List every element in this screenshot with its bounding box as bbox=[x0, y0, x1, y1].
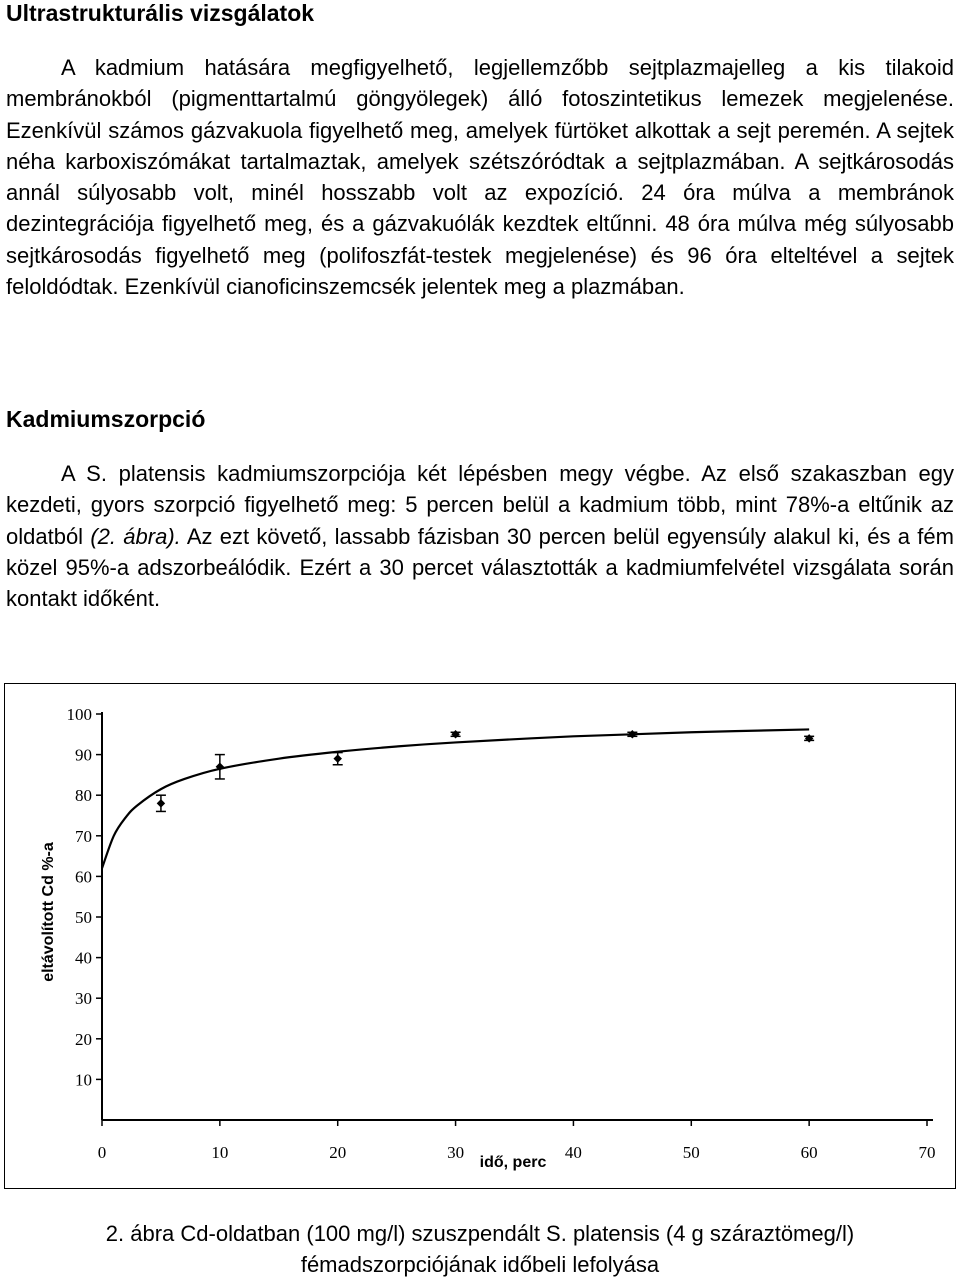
point-marker bbox=[157, 799, 165, 807]
paragraph-ultrastructure: A kadmium hatására megfigyelhető, legjellemzőbb sejtplazmajelleg a kis tilakoid membránokból (pigmenttartalmú göngyölegek) álló fotoszintetikus lemezek megjelenése. Ezenkívül számos gázvakuola figyelhető meg, amelyek fürtöket alkottak a sejt peremén. A sejtek néha karboxiszómákat tartalmaztak, amelyek szétszóródtak a sejtplazmában. A sejtkárosodás annál súlyosabb volt, minél hosszabb volt az expozíció. 24 óra múlva a membránok dezintegrációja figyelhető meg, és a gázvakuólák kezdtek eltűnni. 48 óra múlva még súlyosabb sejtkárosodás figyelhető meg (polifoszfát-testek megjelenése) és 96 óra elteltével a sejtek feloldódtak. Ezenkívül cianoficinszemcsék jelentek meg a plazmában. bbox=[6, 55, 954, 300]
y-tick-label: 60 bbox=[75, 867, 92, 887]
y-tick-label: 10 bbox=[75, 1070, 92, 1090]
x-tick-label: 40 bbox=[564, 1143, 582, 1162]
y-tick-label: 100 bbox=[66, 705, 92, 724]
x-tick-label: 70 bbox=[918, 1143, 936, 1162]
figure-caption bbox=[0, 1218, 960, 1280]
data-point bbox=[804, 734, 814, 742]
paragraph-cadmium-sorption bbox=[6, 458, 954, 614]
y-tick-label: 80 bbox=[75, 786, 92, 806]
point-marker bbox=[451, 730, 459, 738]
y-tick-label: 40 bbox=[75, 948, 92, 968]
chart-axes bbox=[102, 712, 933, 1120]
y-tick-label: 90 bbox=[75, 745, 92, 765]
y-tick-label: 20 bbox=[75, 1029, 92, 1049]
y-tick-label: 70 bbox=[75, 826, 92, 846]
sorption-chart bbox=[5, 684, 957, 1190]
x-tick-label: 50 bbox=[682, 1143, 700, 1162]
y-tick-label: 50 bbox=[75, 908, 92, 927]
data-point bbox=[156, 795, 166, 811]
data-point bbox=[333, 753, 343, 765]
figure-reference: (2. ábra). bbox=[90, 523, 181, 549]
y-axis-label: eltávolított Cd %-a bbox=[40, 842, 57, 982]
caption-line-1: 2. ábra Cd-oldatban (100 mg/l) szuszpendált S. platensis (4 g száraztömeg/l) bbox=[105, 1221, 855, 1246]
caption-line-2: fémadszorpciójának időbeli lefolyása bbox=[300, 1252, 660, 1277]
section-heading-cadmium-sorption: Kadmiumszorpció bbox=[6, 406, 206, 432]
section-heading-ultrastructure: Ultrastrukturális vizsgálatok bbox=[6, 0, 315, 26]
x-axis-label: idő, perc bbox=[479, 1154, 547, 1171]
point-marker bbox=[333, 754, 341, 762]
x-tick-label: 60 bbox=[800, 1143, 818, 1162]
paragraph-text-part-a: A S. platensis kadmiumszorpciója két lépésben megy végbe. Az első szakaszban egy kezdeti, gyors szorpció figyelhető meg: 5 percen belül a kadmium több, mint 78%-a eltűnik az oldatból bbox=[6, 461, 954, 549]
data-point bbox=[215, 755, 225, 779]
x-tick-label: 10 bbox=[211, 1143, 229, 1162]
x-tick-label: 20 bbox=[329, 1143, 347, 1162]
data-points bbox=[156, 730, 814, 811]
point-marker bbox=[805, 734, 813, 742]
figure-frame bbox=[4, 683, 956, 1189]
x-tick-label: 0 bbox=[97, 1143, 107, 1162]
point-marker bbox=[628, 730, 636, 738]
y-tick-label: 30 bbox=[75, 989, 92, 1009]
x-tick-label: 30 bbox=[447, 1143, 465, 1162]
fit-curve-line bbox=[102, 729, 809, 868]
data-point bbox=[451, 730, 461, 738]
paragraph-text-part-b: Az ezt követő, lassabb fázisban 30 percen belül egyensúly alakul ki, és a fém közel 95%-a adszorbeálódik. Ezért a 30 percet választották a kadmiumfelvétel vizsgálata során kontakt időként. bbox=[6, 523, 954, 612]
data-point bbox=[627, 730, 637, 738]
y-tick-labels bbox=[67, 705, 103, 1089]
